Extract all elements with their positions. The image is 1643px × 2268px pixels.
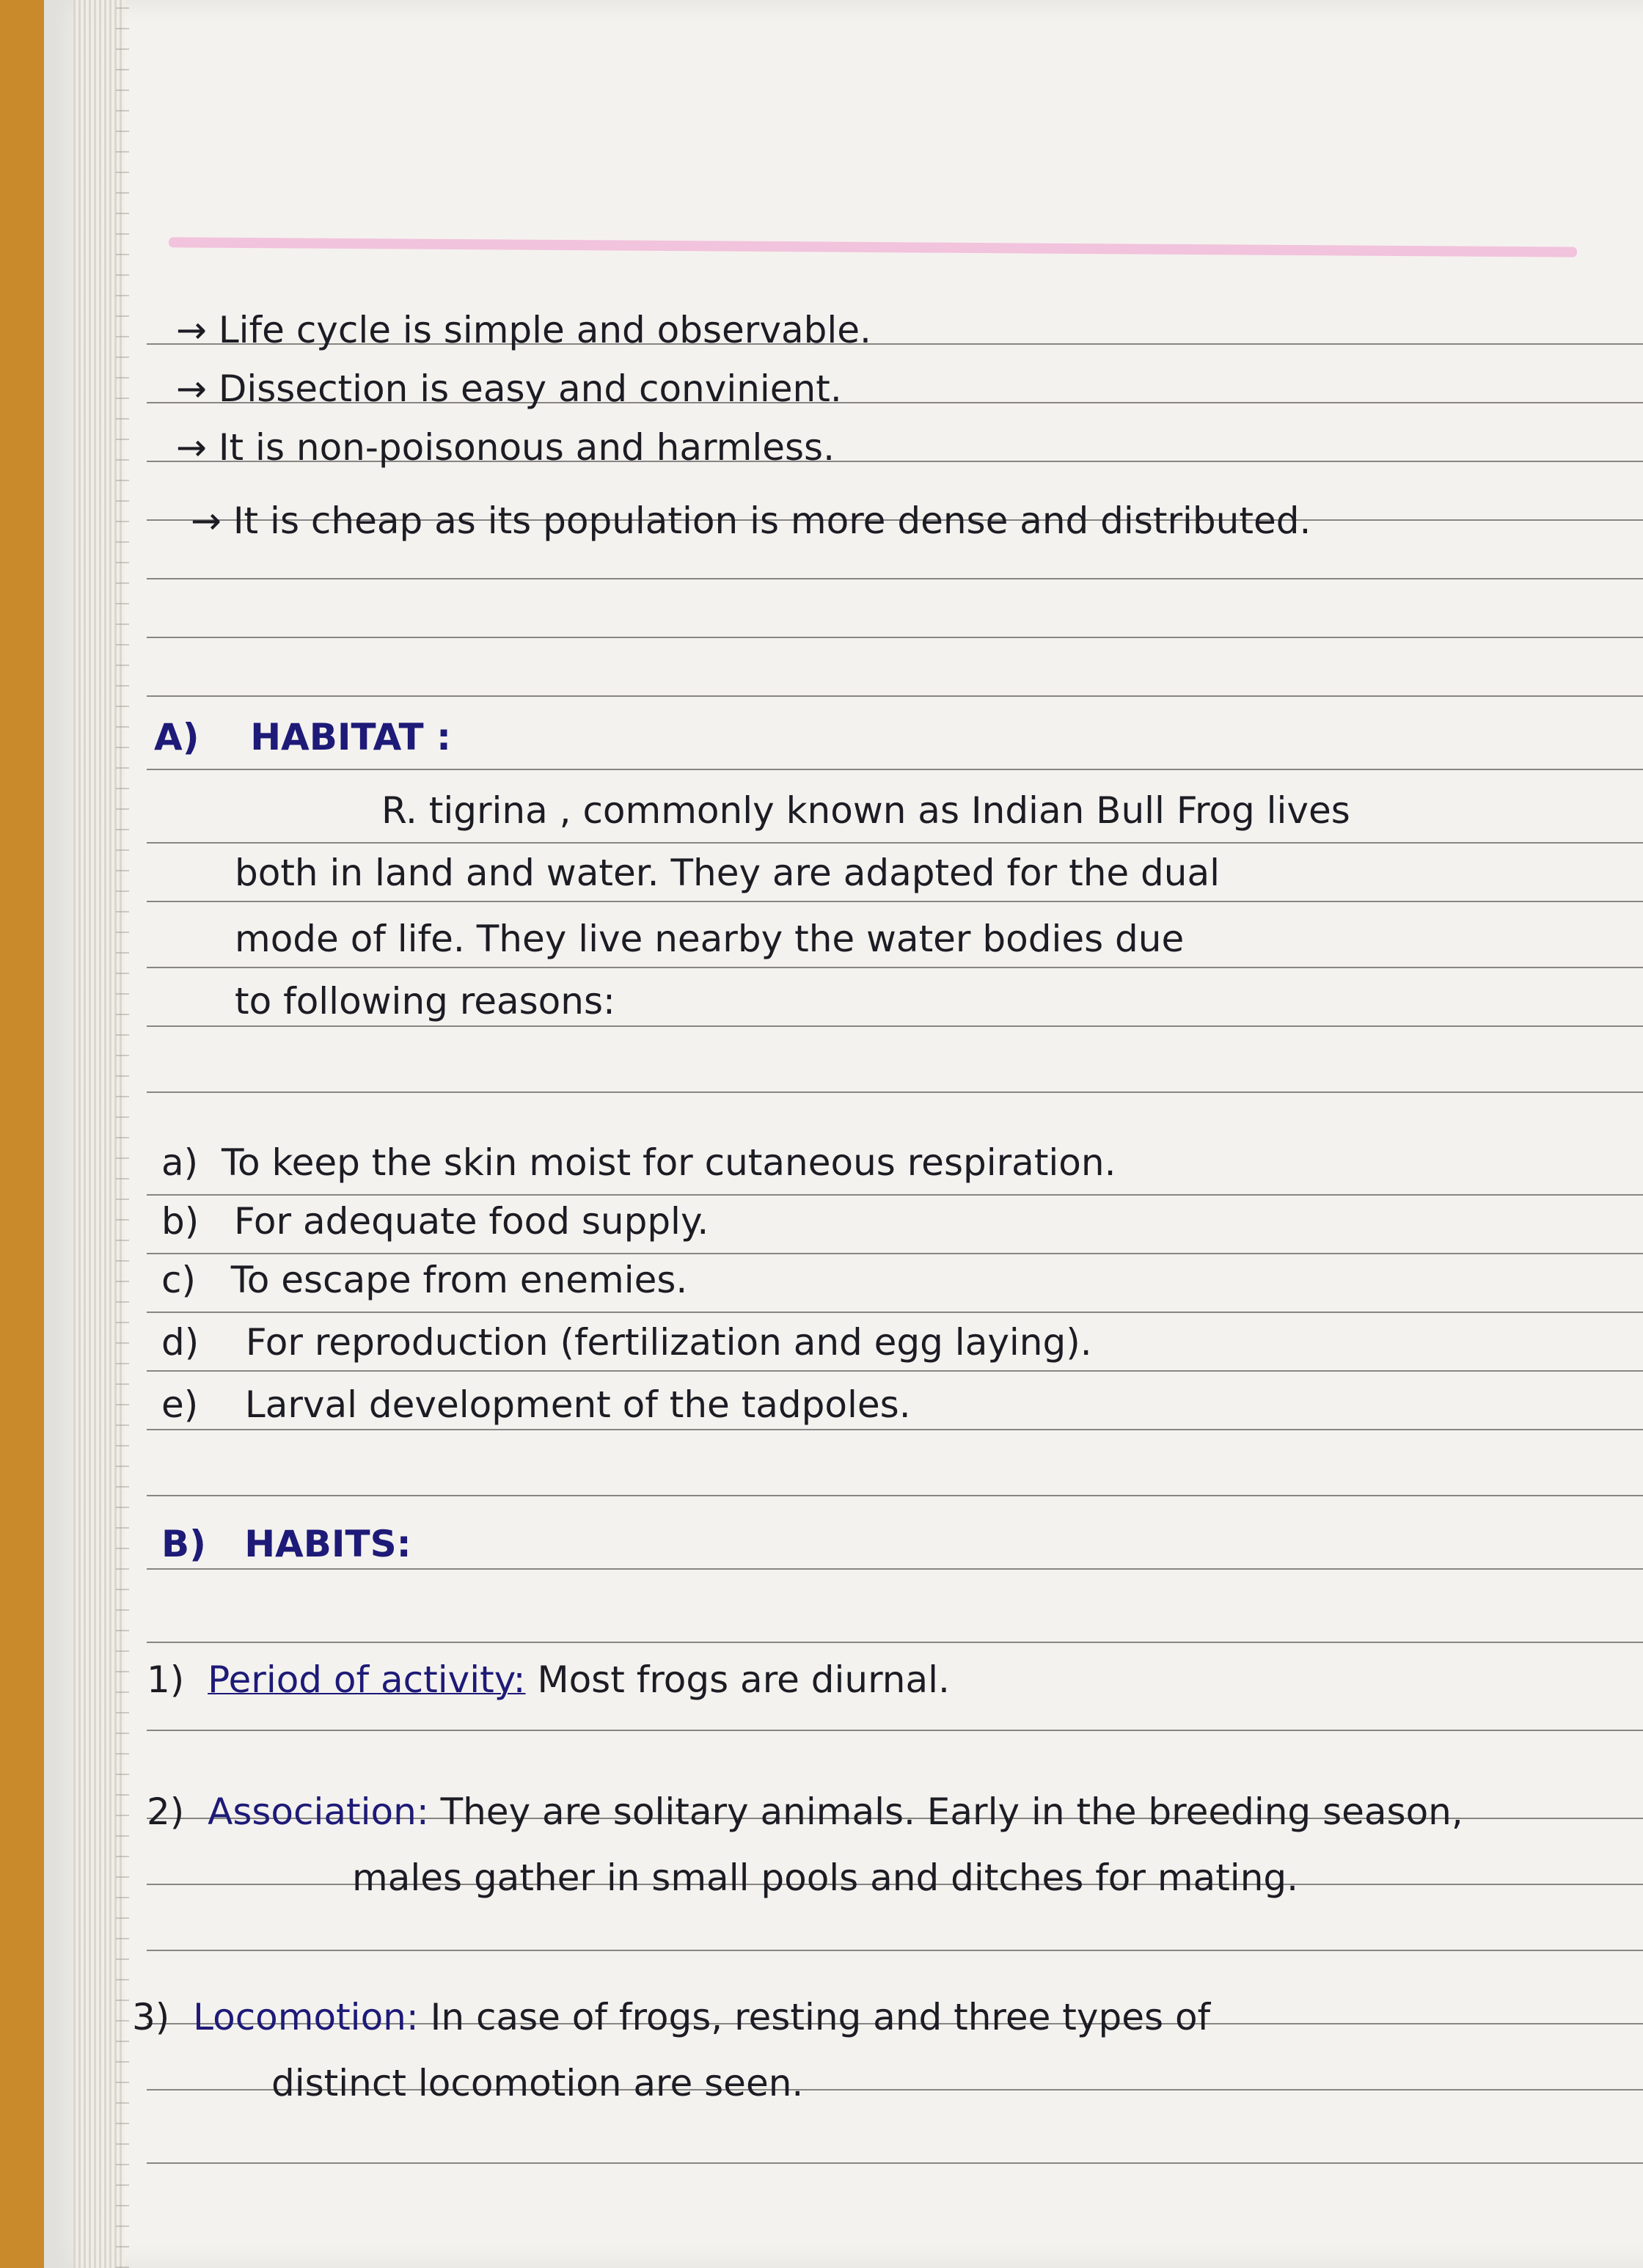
ruled-line: [147, 1370, 1643, 1372]
reason-item: e) Larval development of the tadpoles.: [161, 1383, 911, 1426]
habit-item-line: distinct locomotion are seen.: [271, 2062, 804, 2104]
arrow-icon: →: [176, 426, 207, 469]
habit-item-line: males gather in small pools and ditches for mating.: [352, 1857, 1299, 1899]
ruled-line: [147, 1495, 1643, 1496]
ruled-line: [147, 2162, 1643, 2164]
habit-item: 2) Association: They are solitary animals. Early in the breeding season,: [147, 1790, 1463, 1833]
ruled-line: [147, 1025, 1643, 1027]
ruled-line: [147, 1194, 1643, 1196]
ruled-line: [147, 1253, 1643, 1254]
ruled-line: [147, 967, 1643, 968]
reason-item: c) To escape from enemies.: [161, 1259, 688, 1301]
arrow-icon: →: [191, 500, 222, 542]
habit-title: Period of activity:: [208, 1658, 526, 1701]
habits-heading: B) HABITS:: [161, 1523, 411, 1565]
ruled-line: [147, 1642, 1643, 1643]
ruled-line: [147, 1091, 1643, 1093]
habitat-para-line: R. tigrina , commonly known as Indian Bull Frog lives: [381, 789, 1350, 832]
top-margin-line: [169, 237, 1577, 257]
ruled-line: [147, 1730, 1643, 1731]
habitat-para-line: mode of life. They live nearby the water bodies due: [235, 918, 1185, 960]
ruled-line: [147, 1950, 1643, 1951]
habit-title: Locomotion:: [193, 1996, 419, 2038]
habit-item: 3) Locomotion: In case of frogs, resting and three types of: [132, 1996, 1211, 2038]
ruled-line: [147, 901, 1643, 902]
habitat-heading: A) HABITAT :: [154, 716, 452, 758]
ruled-line: [147, 1429, 1643, 1430]
reason-item: d) For reproduction (fertilization and egg laying).: [161, 1321, 1092, 1364]
habit-title: Association:: [208, 1790, 429, 1833]
arrow-icon: →: [176, 367, 207, 410]
ruled-line: [147, 1568, 1643, 1570]
habitat-para-line: to following reasons:: [235, 980, 615, 1023]
habitat-para-line: both in land and water. They are adapted for the dual: [235, 852, 1220, 894]
ruled-line: [147, 769, 1643, 770]
intro-point: → It is cheap as its population is more dense and distributed.: [191, 500, 1311, 542]
reason-item: b) For adequate food supply.: [161, 1200, 709, 1243]
reason-item: a) To keep the skin moist for cutaneous respiration.: [161, 1141, 1116, 1184]
habit-item: 1) Period of activity: Most frogs are diurnal.: [147, 1658, 950, 1701]
intro-point: → Dissection is easy and convinient.: [176, 367, 842, 410]
ruled-line: [147, 1312, 1643, 1313]
ruled-line: [147, 578, 1643, 579]
arrow-icon: →: [176, 309, 207, 351]
intro-point: → It is non-poisonous and harmless.: [176, 426, 835, 469]
margin-ticks: [116, 0, 129, 2268]
intro-point: → Life cycle is simple and observable.: [176, 309, 871, 351]
ruled-line: [147, 695, 1643, 697]
ruled-line: [147, 637, 1643, 638]
ruled-line: [147, 842, 1643, 844]
